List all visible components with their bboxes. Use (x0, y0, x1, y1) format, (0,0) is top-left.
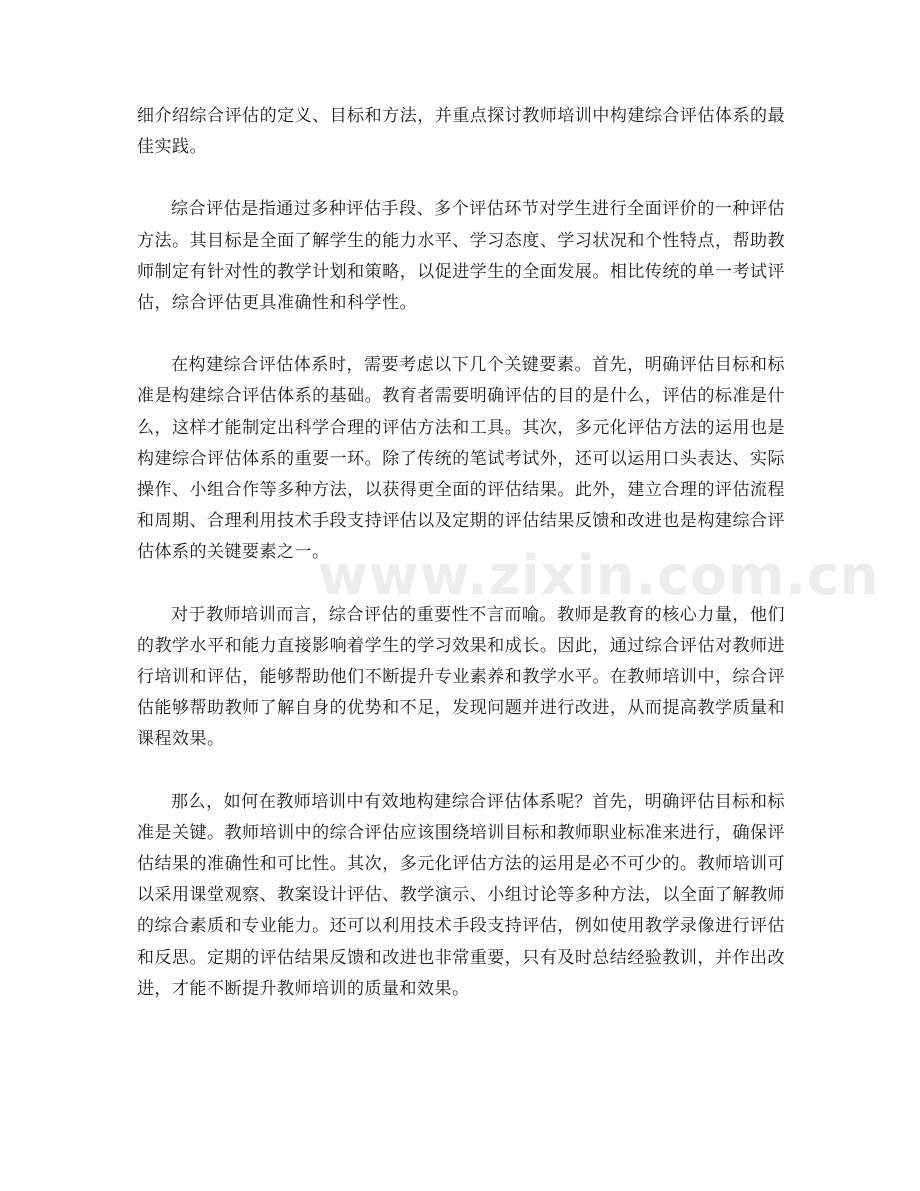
paragraph-key-elements: 在构建综合评估体系时，需要考虑以下几个关键要素。首先，明确评估目标和标准是构建综合评估体系的基础。教育者需要明确评估的目的是什么，评估的标准是什么，这样才能制定出科学合理的评估方法和工具。其次，多元化评估方法的运用也是构建综合评估体系的重要一环。除了传统的笔试考试外，还可以运用口头表达、实际操作、小组合作等多种方法，以获得更全面的评估结果。此外，建立合理的评估流程和周期、合理利用技术手段支持评估以及定期的评估结果反馈和改进也是构建综合评估体系的关键要素之一。 (137, 355, 785, 563)
paragraph-teacher-training-importance: 对于教师培训而言，综合评估的重要性不言而喻。教师是教育的核心力量，他们的教学水平和能力直接影响着学生的学习效果和成长。因此，通过综合评估对教师进行培训和评估，能够帮助他们不断提升专业素养和教学水平。在教师培训中，综合评估能够帮助教师了解自身的优势和不足，发现问题并进行改进，从而提高教学质量和课程效果。 (137, 604, 785, 750)
document-body (137, 101, 785, 1036)
paragraph-definition: 综合评估是指通过多种评估手段、多个评估环节对学生进行全面评价的一种评估方法。其目标是全面了解学生的能力水平、学习态度、学习状况和个性特点，帮助教师制定有针对性的教学计划和策略，以促进学生的全面发展。相比传统的单一考试评估，综合评估更具准确性和科学性。 (137, 199, 785, 314)
paragraph-continued-intro: 细介绍综合评估的定义、目标和方法，并重点探讨教师培训中构建综合评估体系的最佳实践。 (137, 106, 785, 158)
site-watermark: www.zixin.com.cn (318, 544, 880, 607)
paragraph-building-system: 那么，如何在教师培训中有效地构建综合评估体系呢？首先，明确评估目标和标准是关键。教师培训中的综合评估应该围绕培训目标和教师职业标准来进行，确保评估结果的准确性和可比性。其次，多元化评估方法的运用是必不可少的。教师培训可以采用课堂观察、教案设计评估、教学演示、小组讨论等多种方法，以全面了解教师的综合素质和专业能力。还可以利用技术手段支持评估，例如使用教学录像进行评估和反思。定期的评估结果反馈和改进也非常重要，只有及时总结经验教训，并作出改进，才能不断提升教师培训的质量和效果。 (137, 791, 785, 999)
